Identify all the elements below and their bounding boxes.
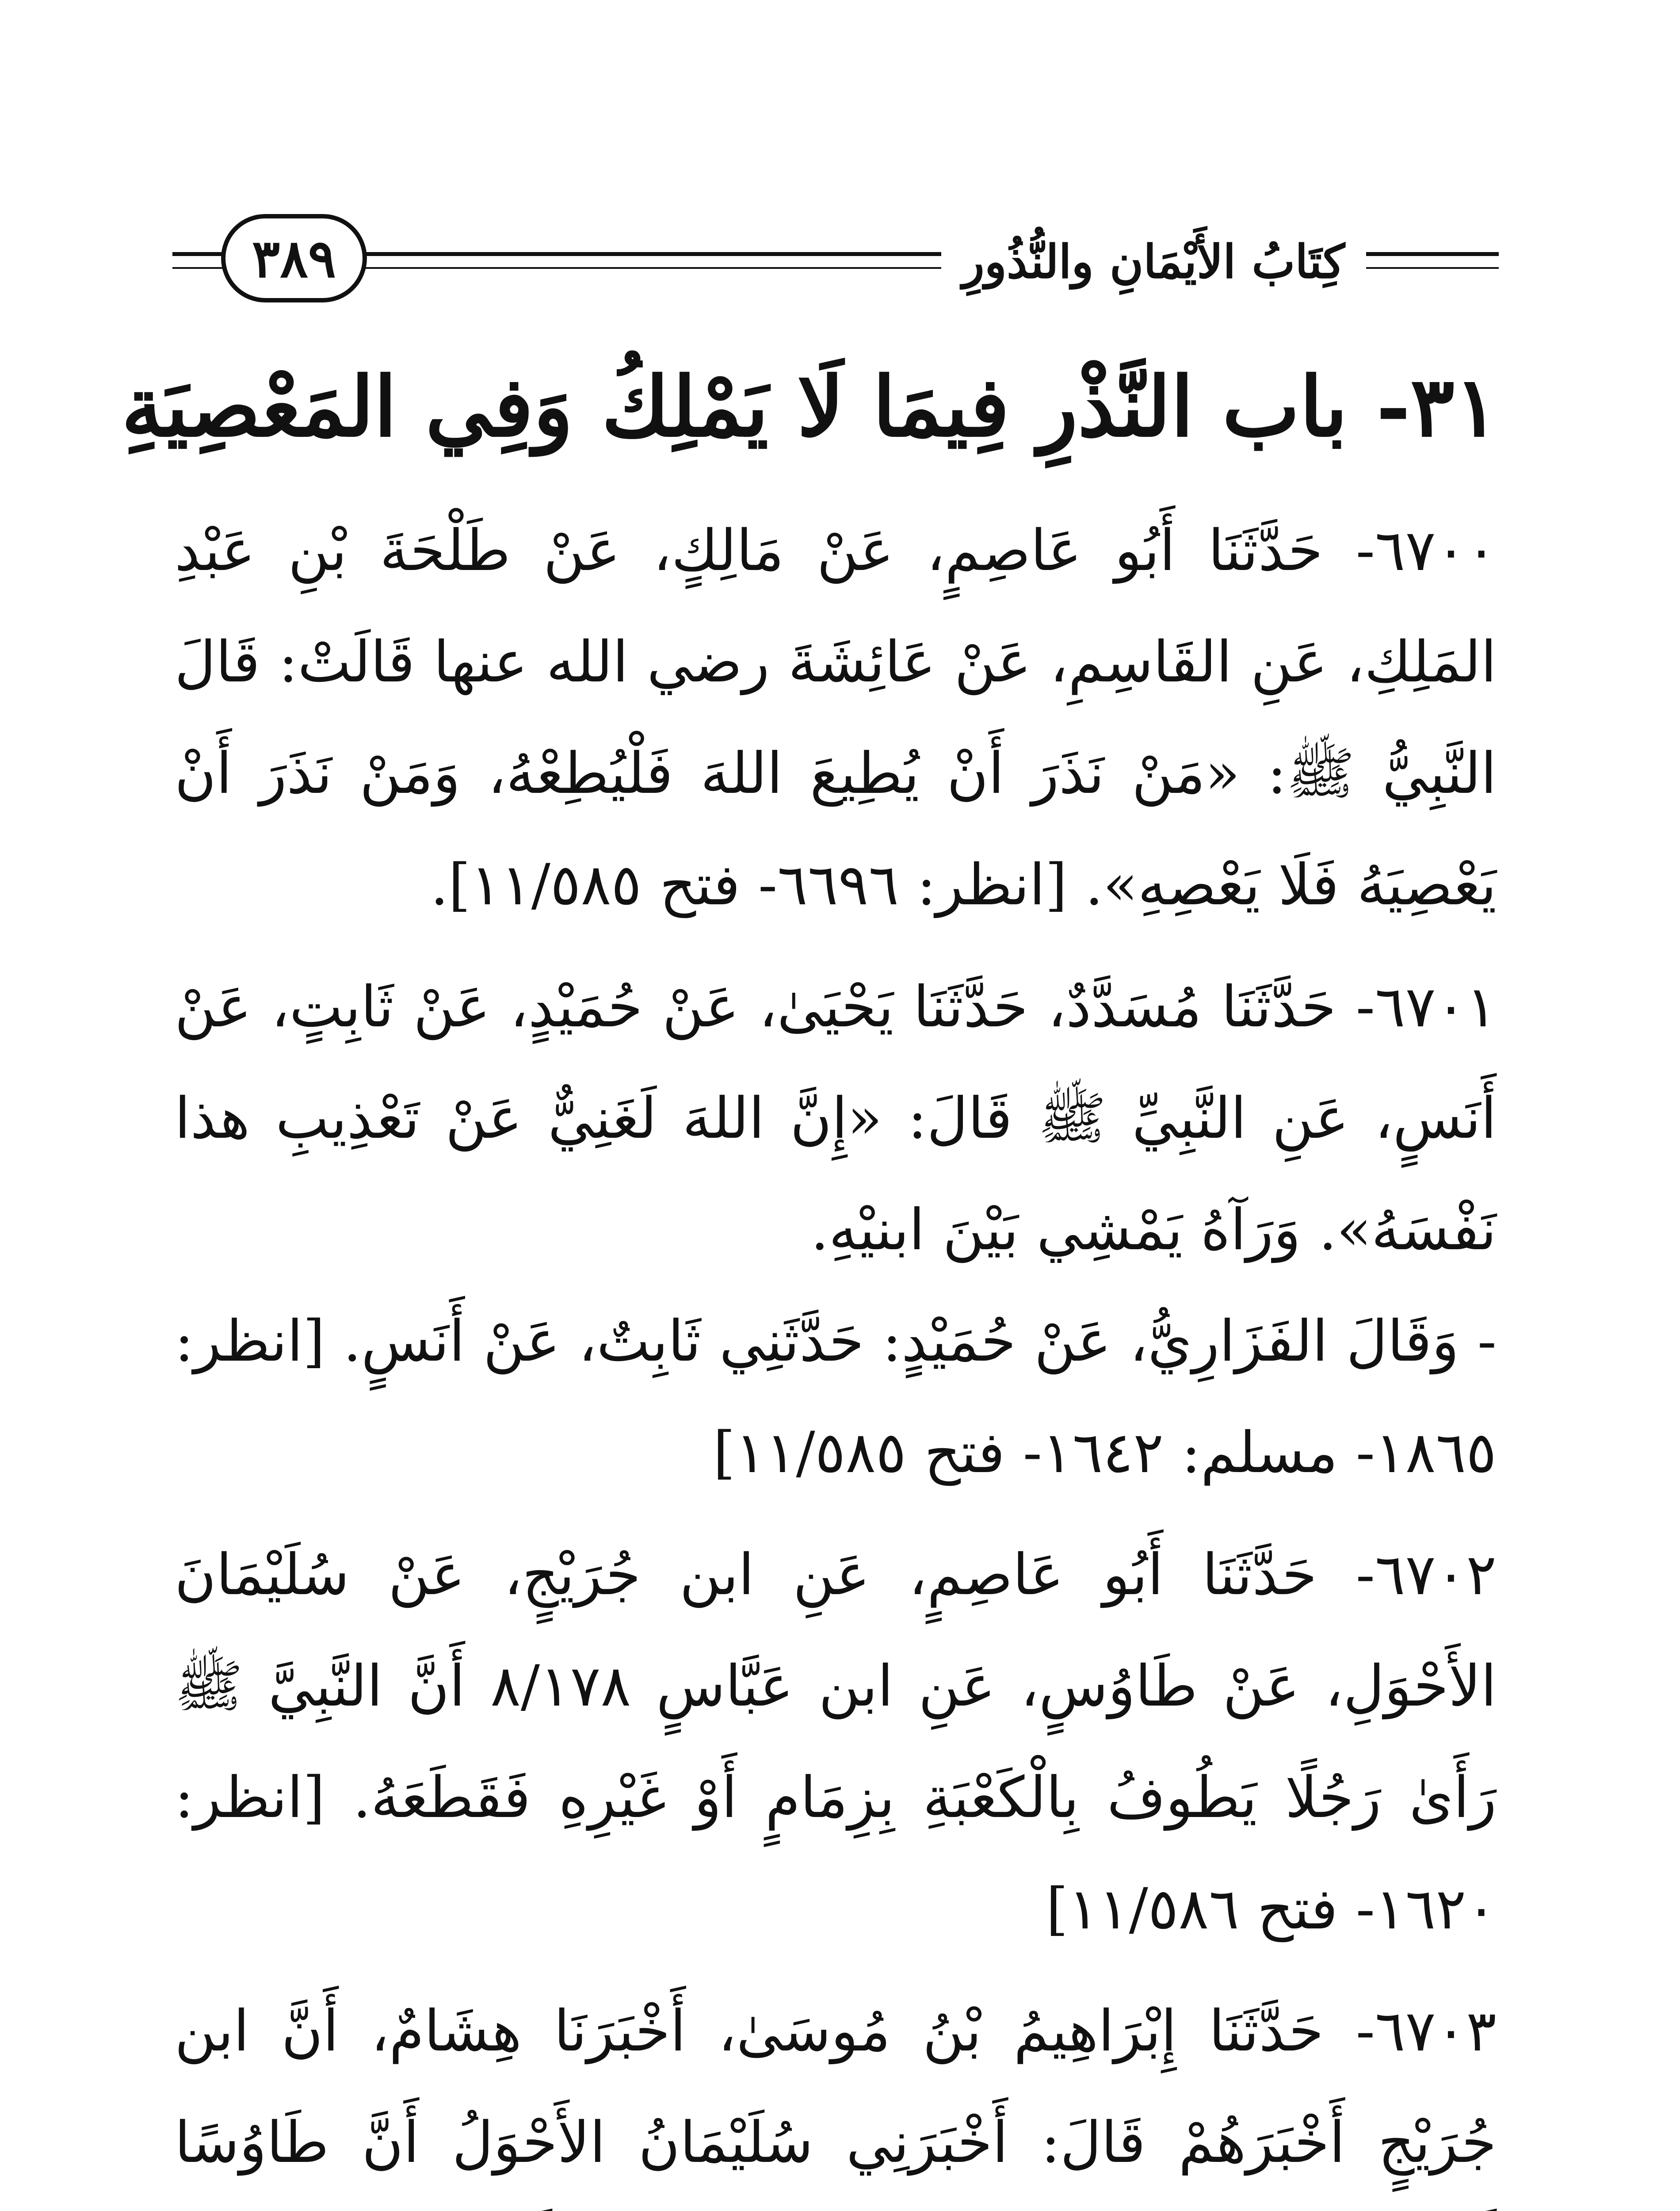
hadith-text: ٦٧٠٣- حَدَّثَنَا إِبْرَاهِيمُ بْنُ مُوسَىٰ، أَخْبَرَنَا هِشَامٌ، أَنَّ ابن جُرَيْجٍ أَخْبَرَهُمْ قَالَ: أَخْبَرَنِي سُلَيْمَانُ الأَحْوَلُ أَنَّ طَاوُسًا <box>175 1998 1497 2176</box>
hadith-6701 <box>175 952 1497 1509</box>
hadith-note: - وَقَالَ الفَزَارِيُّ، عَنْ حُمَيْدٍ: حَدَّثَنِي ثَابِتٌ، عَنْ أَنَسٍ. [انظر: ١٨٦٥- مسلم: ١٦٤٢- فتح ١١/٥٨٥] <box>175 1308 1497 1486</box>
body-text <box>175 495 1497 2211</box>
hadith-6700 <box>175 495 1497 941</box>
hadith-text: ٦٧٠٢- حَدَّثَنَا أَبُو عَاصِمٍ، عَنِ ابن جُرَيْجٍ، عَنْ سُلَيْمَانَ الأَحْوَلِ، عَنْ طَاوُسٍ، عَنِ ابن عَبَّاسٍ ٨/١٧٨ أَنَّ النَّبِيَّ ﷺ رَأَىٰ رَجُلًا يَطُوفُ بِالْكَعْبَةِ بِزِمَامٍ أَوْ غَيْرِهِ فَقَطَعَهُ. [انظر: ١٦٢٠- فتح ١١/٥٨٦] <box>175 1542 1497 1942</box>
hadith-6702 <box>175 1519 1497 1965</box>
hadith-text: ٦٧٠١- حَدَّثَنَا مُسَدَّدٌ، حَدَّثَنَا يَحْيَىٰ، عَنْ حُمَيْدٍ، عَنْ ثَابِتٍ، عَنْ أَنَسٍ، عَنِ النَّبِيِّ ﷺ قَالَ: «إِنَّ اللهَ لَغَنِيٌّ عَنْ تَعْذِيبِ هذا نَفْسَهُ». وَرَآهُ يَمْشِي بَيْنَ ابنيْهِ. <box>175 974 1497 1263</box>
hadith-text: ٦٧٠٠- حَدَّثَنَا أَبُو عَاصِمٍ، عَنْ مَالِكٍ، عَنْ طَلْحَةَ بْنِ عَبْدِ المَلِكِ، عَنِ القَاسِمِ، عَنْ عَائِشَةَ رضي الله عنها قَالَتْ: قَالَ النَّبِيُّ ﷺ: «مَنْ نَذَرَ أَنْ يُطِيعَ اللهَ فَلْيُطِعْهُ، وَمَنْ نَذَرَ أَنْ يَعْصِيَهُ فَلَا يَعْصِهِ». [انظر: ٦٦٩٦- فتح ١١/٥٨٥]. <box>175 518 1497 918</box>
running-header <box>172 208 1499 314</box>
chapter-title: ٣١- باب النَّذْرِ فِيمَا لَا يَمْلِكُ وَفِي المَعْصِيَةِ <box>121 358 1499 455</box>
page-number: ٣٨٩ <box>221 214 367 302</box>
book-title: كِتَابُ الأَيْمَانِ والنُّذُورِ <box>941 228 1366 295</box>
hadith-6703 <box>175 1976 1497 2211</box>
